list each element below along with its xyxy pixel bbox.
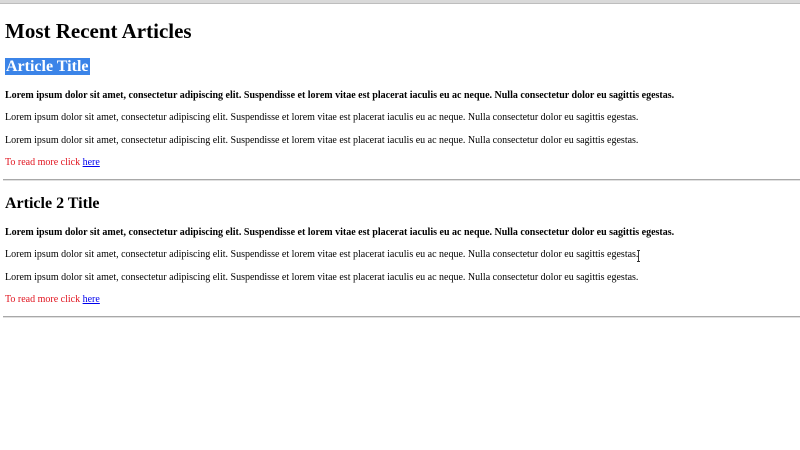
article-1-title-text: Article Title xyxy=(6,58,89,75)
text-cursor-icon xyxy=(637,250,640,262)
article-2-title: Article 2 Title xyxy=(5,195,100,212)
article-1-read-more-link[interactable]: here xyxy=(82,157,100,168)
article-1-divider xyxy=(3,179,800,181)
article-2-read-more-text: To read more click xyxy=(5,294,83,305)
article-1-title xyxy=(5,57,90,77)
article-1-paragraph-2: Lorem ipsum dolor sit amet, consectetur adipiscing elit. Suspendisse et lorem vitae est placerat iaculis eu ac neque. Nulla consectetur dolor eu sagittis egestas. xyxy=(5,135,639,146)
article-2-paragraph-1: Lorem ipsum dolor sit amet, consectetur adipiscing elit. Suspendisse et lorem vitae est placerat iaculis eu ac neque. Nulla consectetur dolor eu sagittis egestas. xyxy=(5,249,639,260)
article-2-read-more xyxy=(5,293,100,307)
article-2-lead: Lorem ipsum dolor sit amet, consectetur adipiscing elit. Suspendisse et lorem vitae est placerat iaculis eu ac neque. Nulla consectetur dolor eu sagittis egestas. xyxy=(5,227,675,238)
page-title: Most Recent Articles xyxy=(5,19,192,43)
article-1-read-more xyxy=(5,156,100,170)
article-1-read-more-text: To read more click xyxy=(5,157,83,168)
article-2-paragraph-2: Lorem ipsum dolor sit amet, consectetur adipiscing elit. Suspendisse et lorem vitae est placerat iaculis eu ac neque. Nulla consectetur dolor eu sagittis egestas. xyxy=(5,272,639,283)
article-1-paragraph-1: Lorem ipsum dolor sit amet, consectetur adipiscing elit. Suspendisse et lorem vitae est placerat iaculis eu ac neque. Nulla consectetur dolor eu sagittis egestas. xyxy=(5,112,639,123)
article-1-lead: Lorem ipsum dolor sit amet, consectetur adipiscing elit. Suspendisse et lorem vitae est placerat iaculis eu ac neque. Nulla consectetur dolor eu sagittis egestas. xyxy=(5,90,675,101)
article-2-divider xyxy=(3,316,800,318)
article-2-read-more-link[interactable]: here xyxy=(82,294,100,305)
